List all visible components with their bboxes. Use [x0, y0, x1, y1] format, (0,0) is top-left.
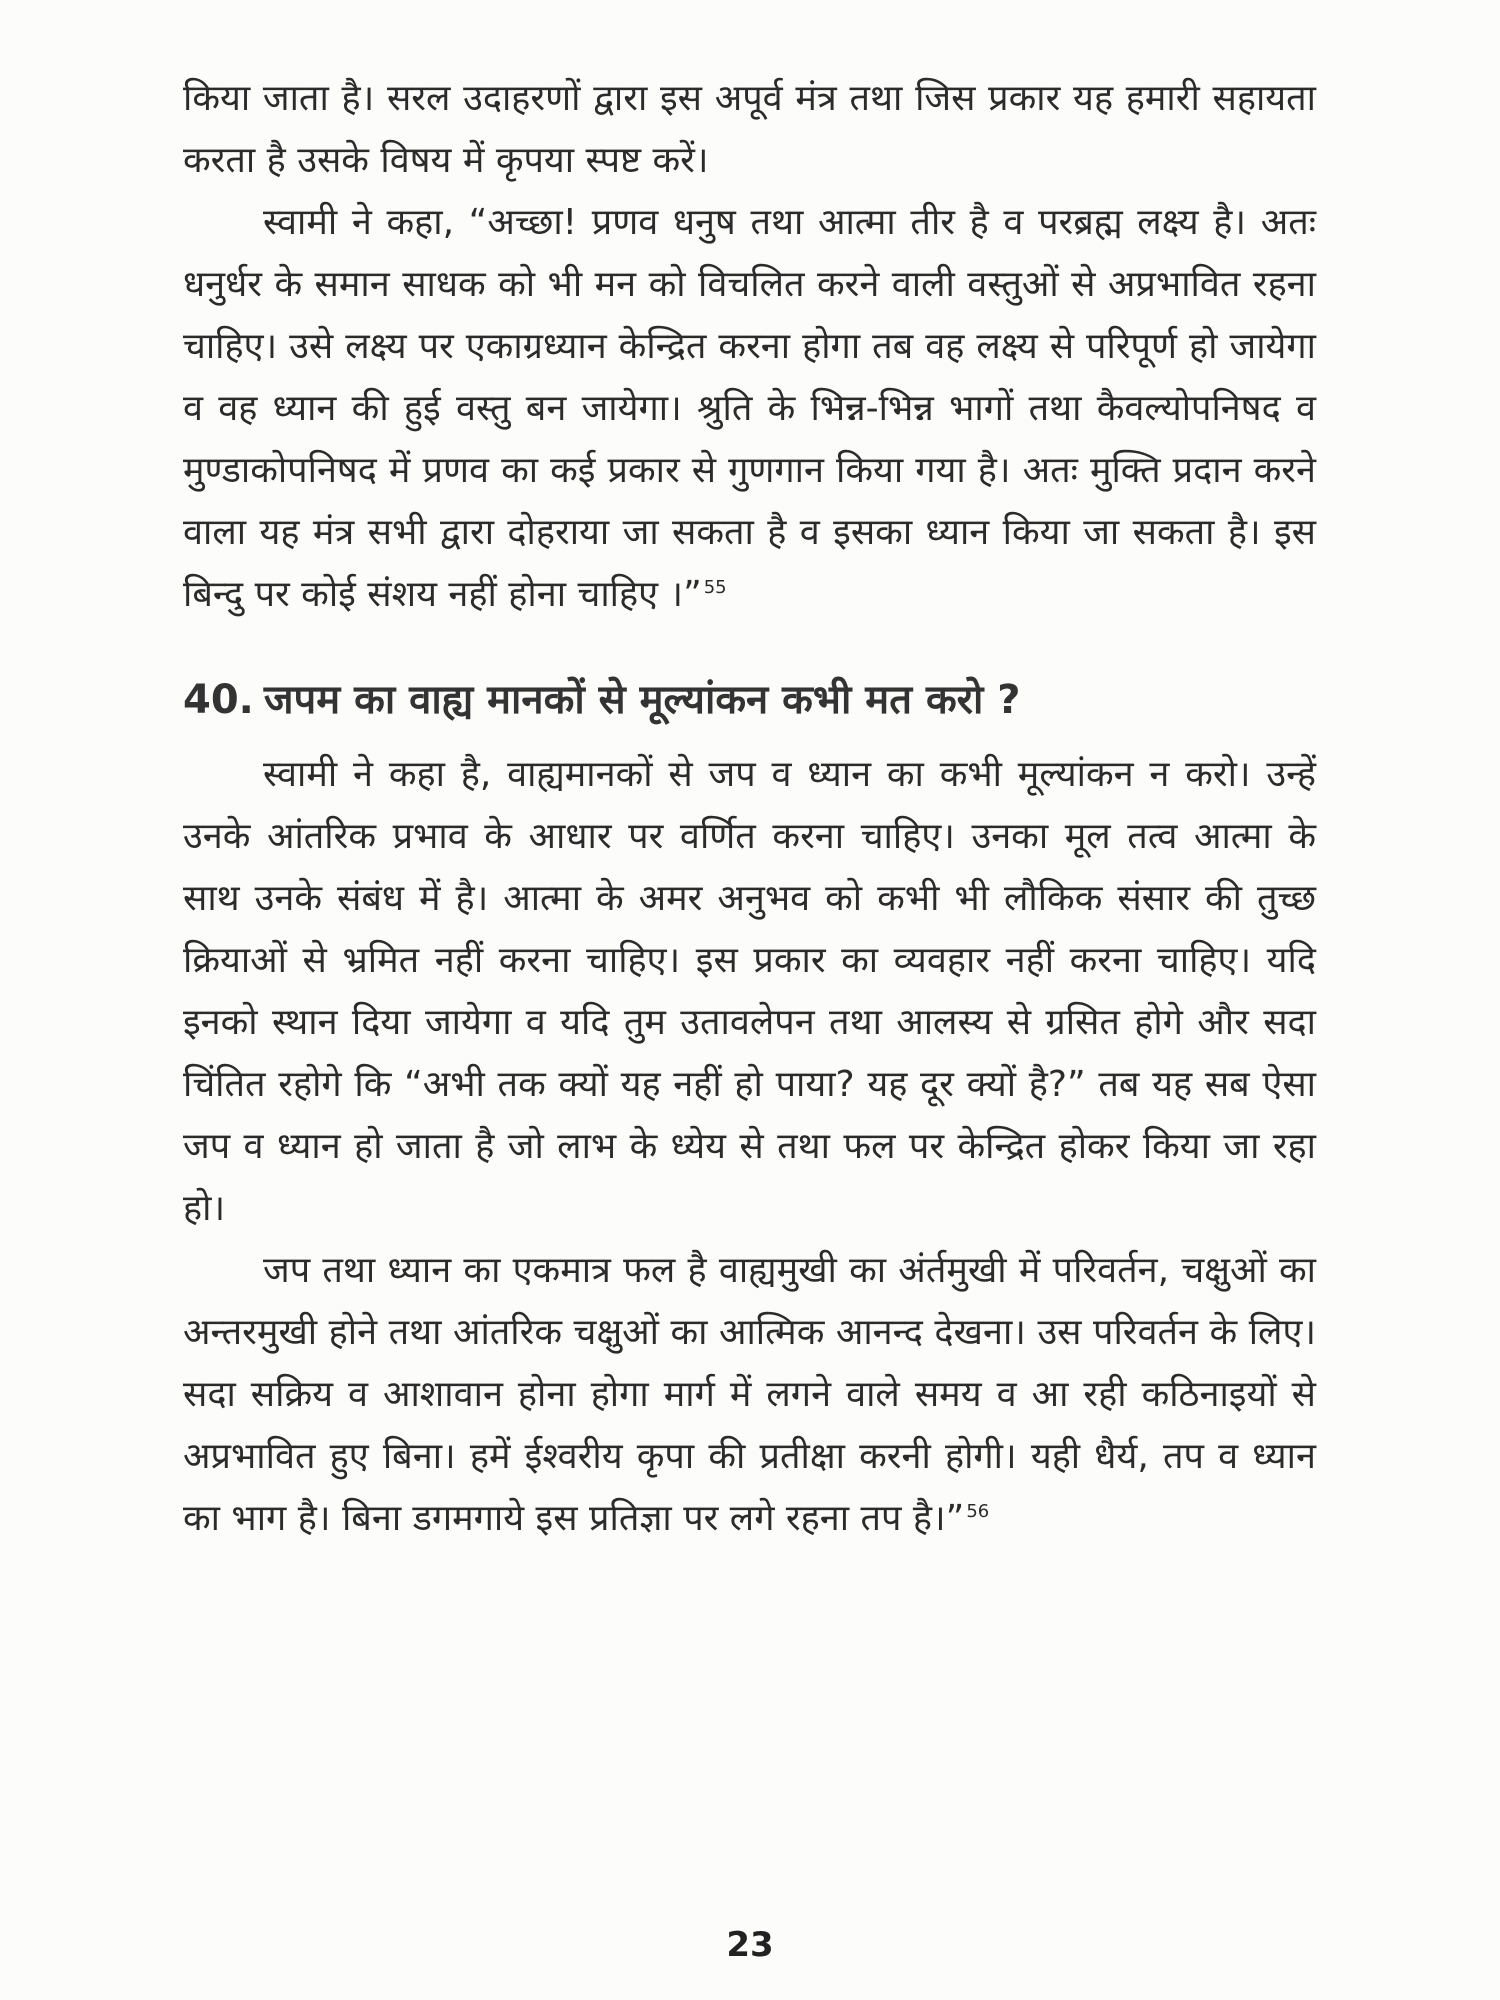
paragraph-3-text: स्वामी ने कहा है, वाह्यमानकों से जप व ध्यान का कभी मूल्यांकन न करो। उन्हें उनके आंतरिक प्रभाव के आधार पर वर्णित करना चाहिए। उनका मूल तत्व आत्मा के साथ उनके संबंध में है। आत्मा के अमर अनुभव को कभी भी लौकिक संसार की तुच्छ क्रियाओं से भ्रमित नहीं करना चाहिए। इस प्रकार का व्यवहार नहीं करना चाहिए। यदि इनको स्थान दिया जायेगा व यदि तुम उतावलेपन तथा आलस्य से ग्रसित होगे और सदा चिंतित रहोगे कि “अभी तक क्यों यह नहीं हो पाया? यह दूर क्यों है?” तब यह सब ऐसा जप व ध्यान हो जाता है जो लाभ के ध्येय से तथा फल पर केन्द्रित होकर किया जा रहा हो। — [183, 754, 1316, 1229]
paragraph-4 — [183, 1240, 1316, 1550]
paragraph-1 — [183, 68, 1316, 192]
paragraph-2-text: स्वामी ने कहा, “अच्छा! प्रणव धनुष तथा आत्मा तीर है व परब्रह्म लक्ष्य है। अतः धनुर्धर के समान साधक को भी मन को विचलित करने वाली वस्तुओं से अप्रभावित रहना चाहिए। उसे लक्ष्य पर एकाग्रध्यान केन्द्रित करना होगा तब वह लक्ष्य से परिपूर्ण हो जायेगा व वह ध्यान की हुई वस्तु बन जायेगा। श्रुति के भिन्न-भिन्न भागों तथा कैवल्योपनिषद व मुण्डाकोपनिषद में प्रणव का कई प्रकार से गुणगान किया गया है। अतः मुक्ति प्रदान करने वाला यह मंत्र सभी द्वारा दोहराया जा सकता है व इसका ध्यान किया जा सकता है। इस बिन्दु पर कोई संशय नहीं होना चाहिए ।” — [183, 202, 1316, 615]
section-title: जपम का वाह्य मानकों से मूल्यांकन कभी मत करो ? — [263, 677, 1021, 723]
footnote-marker-56: 56 — [966, 1501, 990, 1522]
book-page — [183, 68, 1316, 1948]
paragraph-2 — [183, 192, 1316, 626]
section-heading — [183, 670, 1316, 730]
page-number: 23 — [726, 1925, 774, 1965]
footnote-marker-55: 55 — [703, 577, 727, 598]
paragraph-3 — [183, 744, 1316, 1240]
section-number: 40. — [183, 677, 254, 723]
paragraph-1-text: किया जाता है। सरल उदाहरणों द्वारा इस अपूर्व मंत्र तथा जिस प्रकार यह हमारी सहायता करता है उसके विषय में कृपया स्पष्ट करें। — [183, 78, 1316, 181]
paragraph-4-text: जप तथा ध्यान का एकमात्र फल है वाह्यमुखी का अंर्तमुखी में परिवर्तन, चक्षुओं का अन्तरमुखी होने तथा आंतरिक चक्षुओं का आत्मिक आनन्द देखना। उस परिवर्तन के लिए। सदा सक्रिय व आशावान होना होगा मार्ग में लगने वाले समय व आ रही कठिनाइयों से अप्रभावित हुए बिना। हमें ईश्वरीय कृपा की प्रतीक्षा करनी होगी। यही धैर्य, तप व ध्यान का भाग है। बिना डगमगाये इस प्रतिज्ञा पर लगे रहना तप है।” — [183, 1250, 1316, 1539]
